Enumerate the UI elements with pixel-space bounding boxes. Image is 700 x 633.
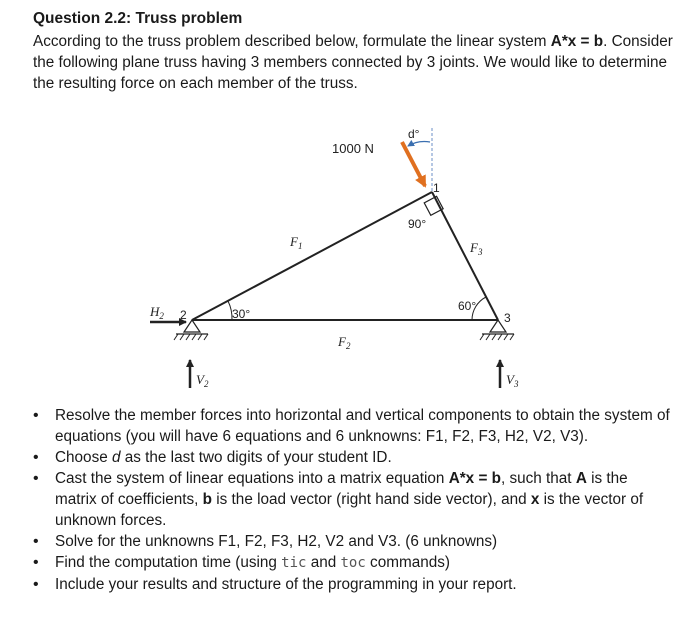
task-x-var: x [530,491,540,508]
task-b-var: b [202,491,213,508]
task-d-var: d [111,449,121,466]
task-item-resolve [30,405,670,447]
question-title: Question 2.2: Truss problem [33,10,243,27]
intro-text-1: According to the truss problem described below, formulate the linear system [33,33,551,50]
task-text: Find the computation time (using [55,554,282,571]
member-f1-label: $F_1$ [290,234,303,251]
task-item-choose-d [30,447,670,468]
angle-30-label: 30° [232,307,251,321]
task-text: commands) [365,554,450,571]
task-text: Cast the system of linear equations into a matrix equation [55,470,449,487]
intro-equation: A*x = b [550,33,604,50]
right-ground-hatch [480,334,514,340]
angle-60-label: 60° [458,299,477,313]
joint-3-label: 3 [504,311,511,325]
task-text: is the vector of unknown forces. [55,491,644,529]
question-intro [33,31,673,94]
task-item-matrix [30,468,670,531]
task-text: and [306,554,341,571]
h2-label: $H_2$ [150,304,164,321]
joint-1-label: 1 [433,181,440,195]
member-f3-label: $F_3$ [470,240,483,257]
member-f1-line [192,192,432,320]
task-a-var: A [575,470,587,487]
task-item-solve [30,531,670,552]
task-equation: A*x = b [448,470,501,487]
load-arrow [402,142,425,186]
v3-label: $V_3$ [506,372,519,389]
intro-text-2: . Consider the following plane truss having 3 members connected by 3 joints. We would like to determine the resulting force on each member of the truss. [33,33,673,92]
tic-command: tic [281,555,307,571]
angle-90-label: 90° [408,217,427,231]
angle-d-arrow [408,142,430,147]
task-text: is the matrix of coefficients, [55,470,628,508]
left-ground-hatch [174,334,208,340]
v2-label: $V_2$ [196,372,209,389]
task-item-report [30,574,670,595]
angle-d-label: d° [408,127,420,141]
joint-2-label: 2 [180,308,187,322]
task-text: Solve for the unknowns F1, F2, F3, H2, V2 and V3. (6 unknowns) [55,533,498,550]
load-label: 1000 N [332,141,374,156]
task-text: Choose [55,449,112,466]
member-f2-label: $F_2$ [338,334,351,351]
truss-diagram [140,120,560,400]
task-list [30,405,670,595]
task-text: as the last two digits of your student ID. [120,449,392,466]
right-angle-marker [424,196,443,215]
task-item-timing [30,552,670,574]
task-text: , such that [500,470,576,487]
task-text: is the load vector (right hand side vector), and [212,491,531,508]
task-text: Include your results and structure of the programming in your report. [55,576,517,593]
toc-command: toc [340,555,366,571]
task-text: Resolve the member forces into horizontal and vertical components to obtain the system of equations (you will have 6 equations and 6 unknowns: F1, F2, F3, H2, V2, V3). [55,407,670,445]
